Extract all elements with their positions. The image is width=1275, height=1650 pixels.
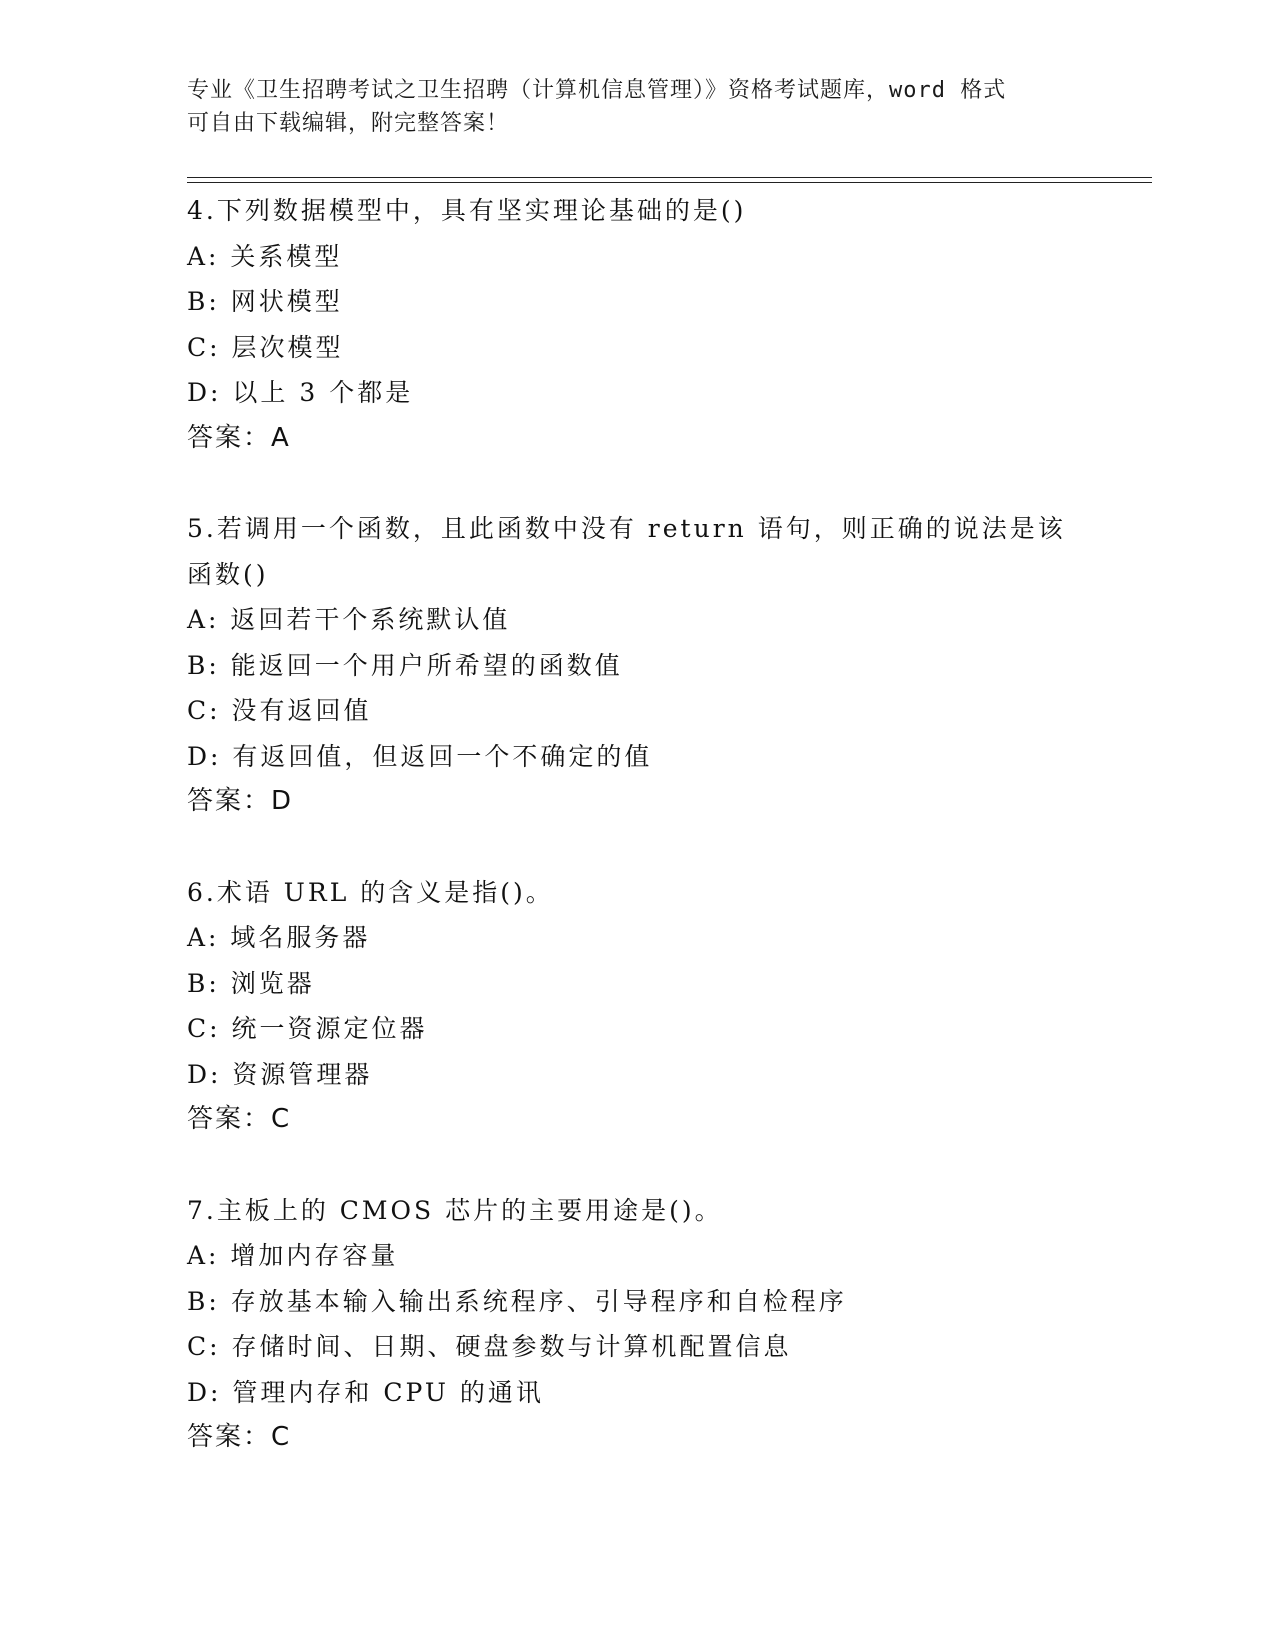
option-b: B: 网状模型 [187, 287, 343, 316]
document-header [187, 74, 1087, 140]
header-line-1: 专业《卫生招聘考试之卫生招聘（计算机信息管理）》资格考试题库，word 格式 [187, 78, 1007, 103]
option-b: B: 存放基本输入输出系统程序、引导程序和自检程序 [187, 1286, 847, 1316]
option-d: D: 以上 3 个都是 [187, 378, 414, 407]
question-4 [187, 188, 1087, 461]
question-stem: 6.术语 URL 的含义是指()。 [187, 877, 554, 907]
header-line-2: 可自由下载编辑，附完整答案！ [187, 111, 510, 136]
question-list [187, 188, 1087, 1506]
option-a: A: 增加内存容量 [187, 1241, 399, 1270]
option-b: B: 能返回一个用户所希望的函数值 [187, 650, 623, 680]
question-stem: 5.若调用一个函数，且此函数中没有 return 语句，则正确的说法是该 [187, 514, 1066, 543]
answer: 答案：C [187, 1104, 292, 1134]
option-a: A: 域名服务器 [187, 923, 371, 952]
question-6 [187, 870, 1087, 1143]
option-c: C: 没有返回值 [187, 696, 372, 725]
answer: 答案：D [187, 786, 294, 816]
option-c: C: 存储时间、日期、硬盘参数与计算机配置信息 [187, 1332, 792, 1361]
answer: 答案：A [187, 422, 291, 453]
option-c: C: 层次模型 [187, 332, 344, 362]
question-5 [187, 506, 1087, 825]
option-d: D: 管理内存和 CPU 的通讯 [187, 1377, 544, 1407]
option-a: A: 关系模型 [187, 241, 343, 271]
answer: 答案：C [187, 1422, 292, 1452]
header-divider-top [187, 177, 1152, 178]
question-stem: 4.下列数据模型中，具有坚实理论基础的是() [187, 196, 747, 225]
question-7 [187, 1188, 1087, 1461]
question-stem-continued: 函数() [187, 559, 269, 589]
option-a: A: 返回若干个系统默认值 [187, 605, 511, 634]
option-d: D: 资源管理器 [187, 1059, 373, 1089]
option-d: D: 有返回值，但返回一个不确定的值 [187, 741, 653, 771]
question-stem: 7.主板上的 CMOS 芯片的主要用途是()。 [187, 1195, 723, 1225]
option-b: B: 浏览器 [187, 968, 315, 998]
option-c: C: 统一资源定位器 [187, 1014, 428, 1043]
header-divider-bottom [187, 182, 1152, 183]
